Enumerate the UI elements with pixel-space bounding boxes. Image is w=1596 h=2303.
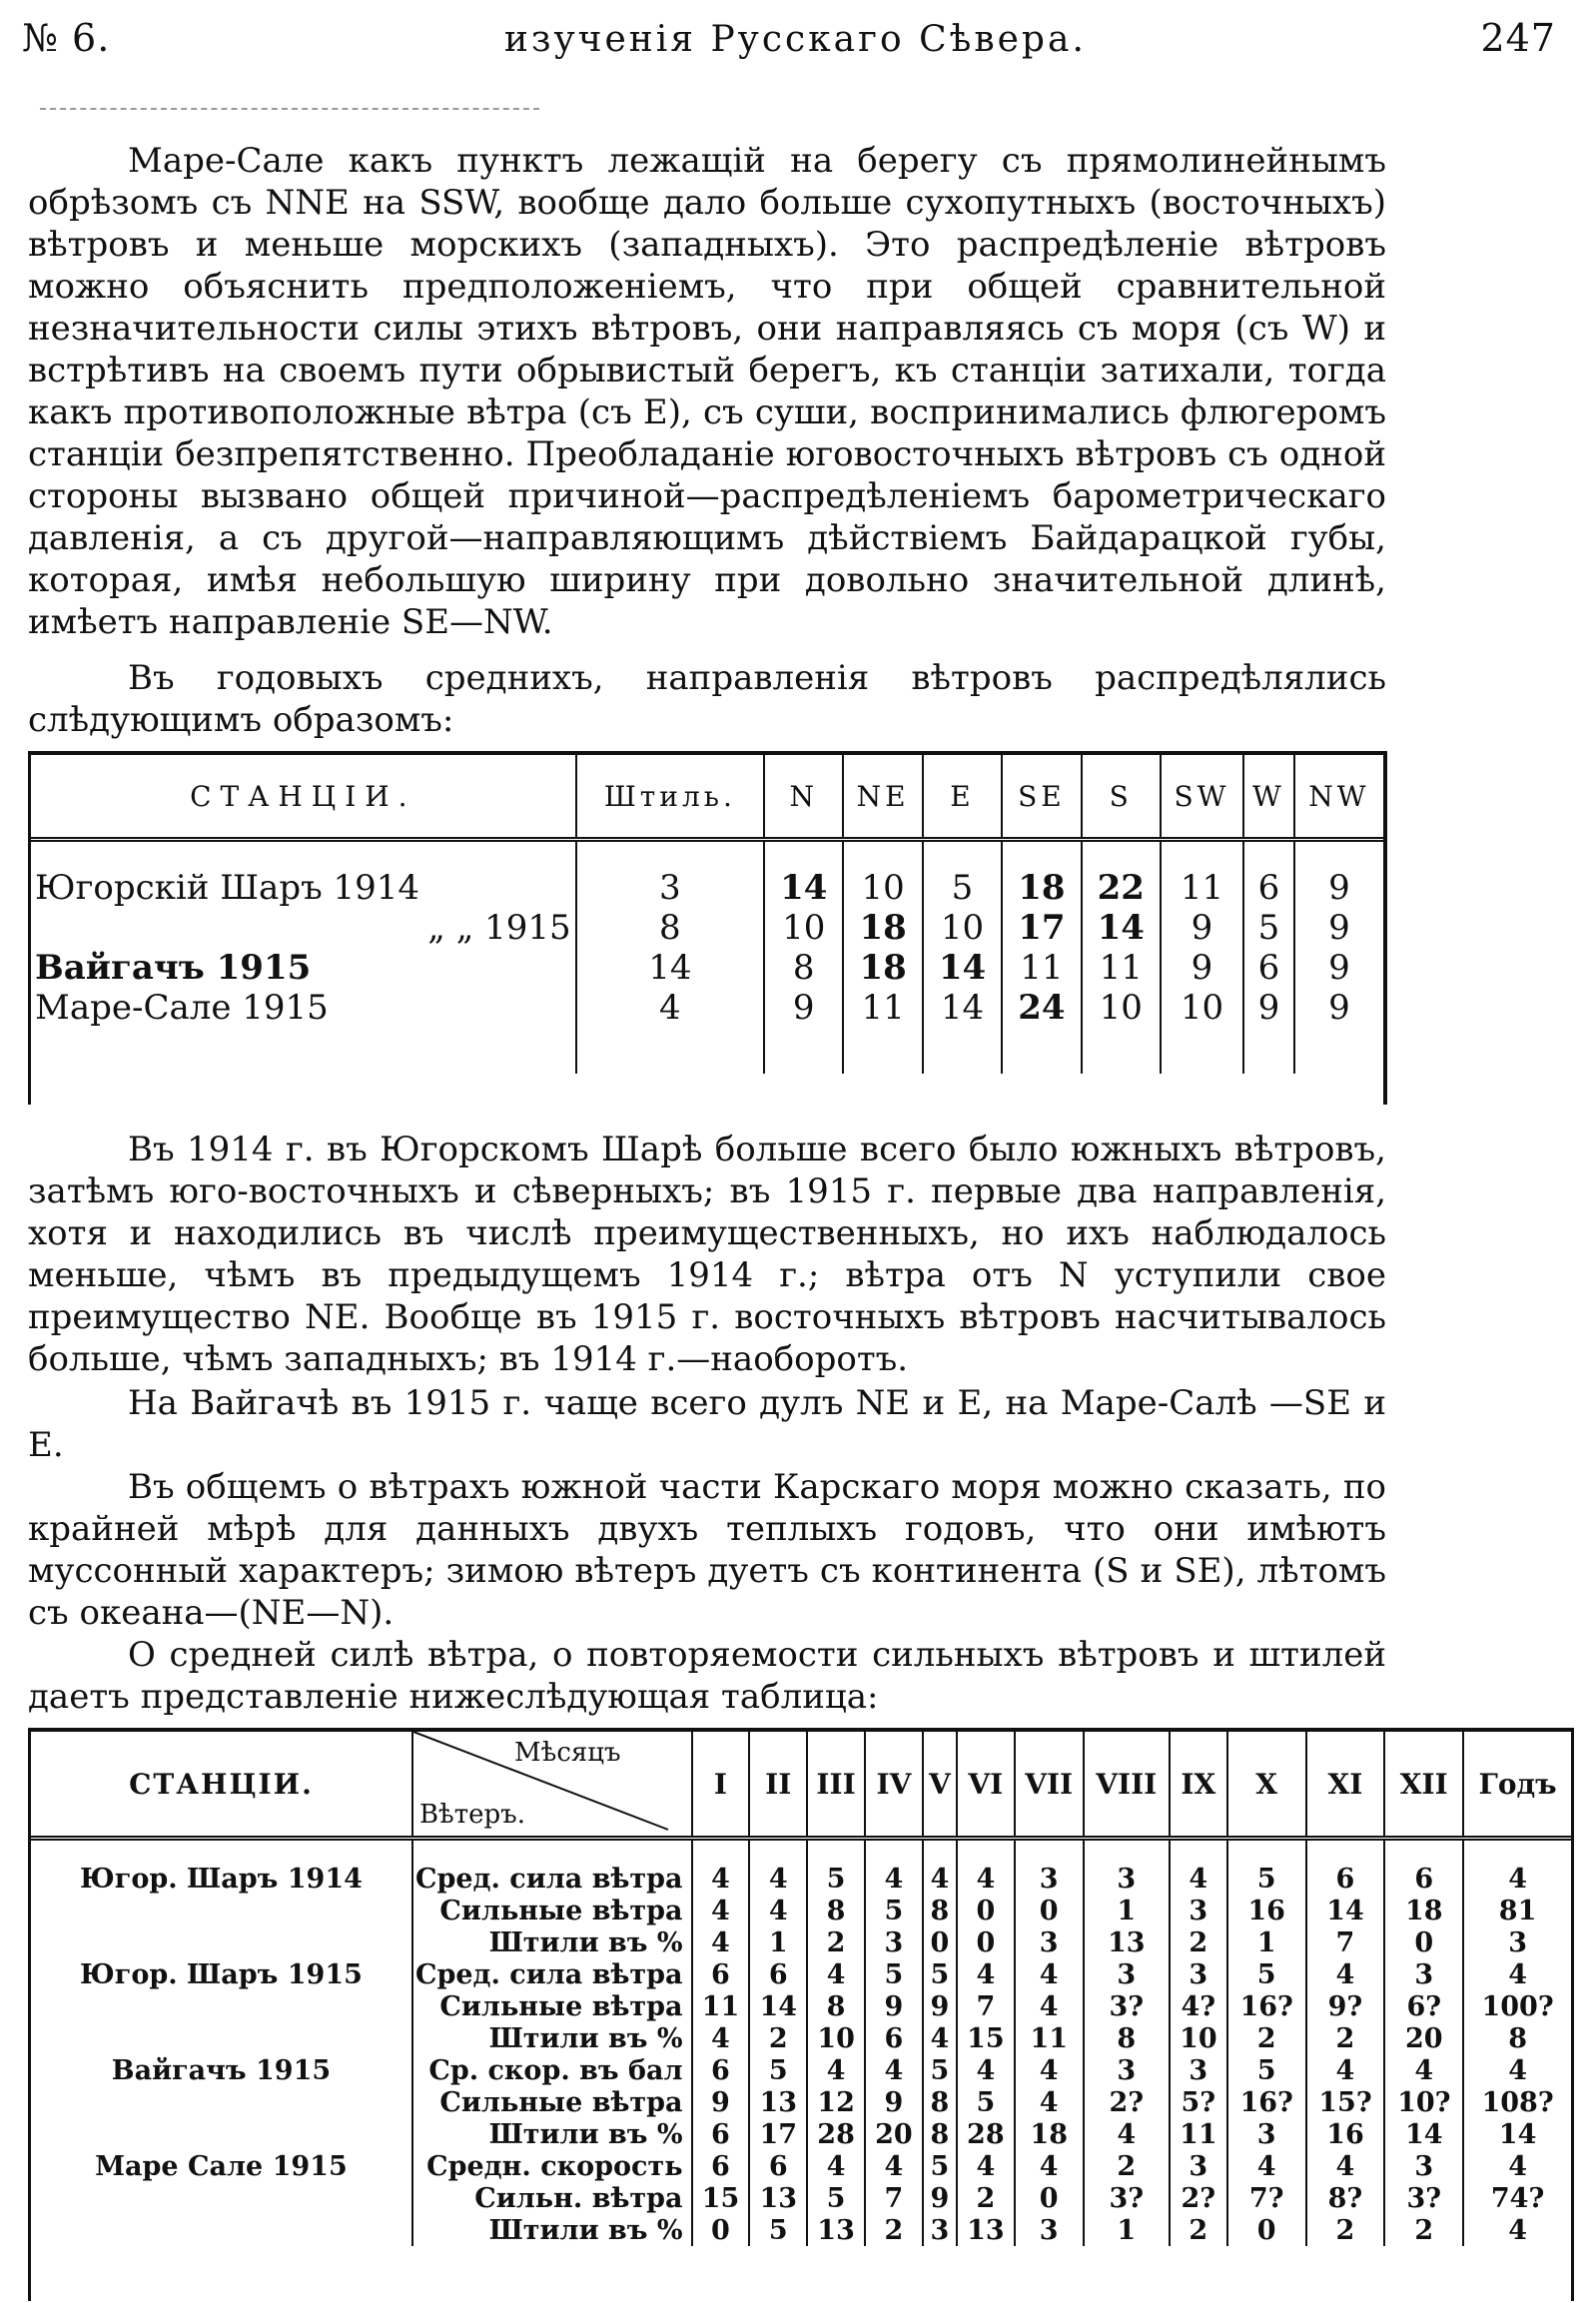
table1-header-calm: Штиль. bbox=[576, 755, 764, 840]
table-cell: 4 bbox=[692, 2022, 750, 2054]
table-cell: 8 bbox=[576, 908, 764, 948]
table-cell: 13 bbox=[749, 2182, 807, 2214]
table-cell: 3 bbox=[576, 840, 764, 909]
table-cell: 10 bbox=[1082, 988, 1161, 1028]
header-rule bbox=[40, 108, 539, 110]
table-row bbox=[31, 840, 1383, 909]
table-row bbox=[31, 1958, 1571, 1990]
table-cell: 4 bbox=[749, 1839, 807, 1896]
table-cell-station bbox=[31, 2086, 412, 2118]
table-cell: 14 bbox=[764, 840, 843, 909]
table-cell: 12 bbox=[807, 2086, 865, 2118]
table-cell: 8 bbox=[1463, 2022, 1571, 2054]
table-cell: 6 bbox=[692, 2150, 750, 2182]
table-cell: 0 bbox=[923, 1926, 957, 1958]
table-cell: 1 bbox=[1084, 2214, 1170, 2246]
table-cell: 3 bbox=[1084, 1958, 1170, 1990]
table-cell: 4 bbox=[1306, 1958, 1385, 1990]
table-cell: 2 bbox=[1084, 2150, 1170, 2182]
table-cell-station: Югорскій Шаръ 1914 bbox=[35, 868, 420, 908]
table2-header-month: VI bbox=[957, 1732, 1015, 1839]
table2-header-month: XI bbox=[1306, 1732, 1385, 1839]
paragraph-1: Маре-Сале какъ пунктъ лежащій на берегу съ прямолинейнымъ обрѣзомъ съ NNE на SSW, вообще дало больше сухопутныхъ (восточныхъ) вѣтровъ и меньше морскихъ (западныхъ). Это распредѣленіе вѣтровъ можно объяснить предположеніемъ, что при общей сравнительной незначительности силы этихъ вѣтровъ, они направляясь съ моря (съ W) и встрѣтивъ на своемъ пути обрывистый берегъ, къ станціи затихали, тогда какъ противоположные вѣтра (съ E), съ суши, воспринимались флюгеромъ станціи безпрепятственно. Преобладаніе юговосточныхъ вѣтровъ съ одной стороны вызвано общей причиной—распредѣленіемъ барометрическаго давленія, а съ другой—направляющимъ дѣйствіемъ Байдарацкой губы, которая, имѣя небольшую ширину при довольно значительной длинѣ, имѣетъ направленіе SE—NW. bbox=[28, 141, 1386, 642]
table-cell-station bbox=[31, 1990, 412, 2022]
paragraph-5: Въ общемъ о вѣтрахъ южной части Карскаго моря можно сказать, по крайней мѣрѣ для данныхъ двухъ теплыхъ годовъ, что они имѣютъ муссонный характеръ; зимою вѣтеръ дуетъ съ континента (S и SE), лѣтомъ съ океана—(NE—N). bbox=[28, 1467, 1386, 1633]
table-cell: 5 bbox=[923, 1958, 957, 1990]
table-cell: 8 bbox=[1084, 2022, 1170, 2054]
table-cell: 28 bbox=[957, 2118, 1015, 2150]
table-cell: 14 bbox=[923, 948, 1002, 988]
table-cell: 14 bbox=[749, 1990, 807, 2022]
table-cell: 1 bbox=[1084, 1895, 1170, 1926]
table2-header-month: IV bbox=[865, 1732, 923, 1839]
table-cell: 20 bbox=[865, 2118, 923, 2150]
table-cell: 2 bbox=[865, 2214, 923, 2246]
table-cell: 4 bbox=[865, 1839, 923, 1896]
table-cell-station: Югор. Шаръ 1915 bbox=[80, 1958, 363, 1990]
table-cell: 4 bbox=[692, 1895, 750, 1926]
table-cell: 3 bbox=[923, 2214, 957, 2246]
table-cell: 9 bbox=[1243, 988, 1294, 1028]
table-cell: 3 bbox=[865, 1926, 923, 1958]
table-cell: 4 bbox=[1463, 1958, 1571, 1990]
running-title: изученія Русскаго Сѣвера. bbox=[503, 19, 1087, 60]
table-cell: 7 bbox=[957, 1990, 1015, 2022]
table-cell: 6 bbox=[692, 2118, 750, 2150]
table2-header-month: I bbox=[692, 1732, 750, 1839]
table-cell: 6? bbox=[1384, 1990, 1463, 2022]
table-cell: 16? bbox=[1227, 1990, 1306, 2022]
table-cell: 3? bbox=[1084, 2182, 1170, 2214]
table-cell: 7? bbox=[1227, 2182, 1306, 2214]
table2-header-diagonal bbox=[412, 1732, 692, 1839]
table-cell: 5 bbox=[1243, 908, 1294, 948]
table-cell-measure: Сильные вѣтра bbox=[412, 2086, 692, 2118]
table-cell: 16 bbox=[1306, 2118, 1385, 2150]
table2-header-station: СТАНЦІИ. bbox=[31, 1732, 412, 1839]
table-cell: 3 bbox=[1170, 1895, 1227, 1926]
table-row bbox=[31, 948, 1383, 988]
table-cell: 1 bbox=[749, 1926, 807, 1958]
table-cell-measure: Сильн. вѣтра bbox=[412, 2182, 692, 2214]
table-cell: 3 bbox=[1170, 1958, 1227, 1990]
table-cell: 9 bbox=[1294, 840, 1383, 909]
table-cell: 5 bbox=[807, 2182, 865, 2214]
table-cell: 10? bbox=[1384, 2086, 1463, 2118]
table-cell: 5 bbox=[923, 2054, 957, 2086]
table-cell: 9 bbox=[1294, 988, 1383, 1028]
table-cell: 2 bbox=[1384, 2214, 1463, 2246]
table2-header-month: III bbox=[807, 1732, 865, 1839]
month-label: Мѣсяцъ bbox=[514, 1738, 621, 1768]
table2-header-month: VII bbox=[1015, 1732, 1084, 1839]
table-cell-station: Югор. Шаръ 1914 bbox=[80, 1863, 363, 1895]
table-cell: 22 bbox=[1082, 840, 1161, 909]
table-row bbox=[31, 2182, 1571, 2214]
table-cell: 4 bbox=[692, 1926, 750, 1958]
table-cell-measure: Сред. сила вѣтра bbox=[412, 1839, 692, 1896]
table-cell: 5? bbox=[1170, 2086, 1227, 2118]
table-cell-measure: Сильные вѣтра bbox=[412, 1895, 692, 1926]
table1-header-s: S bbox=[1082, 755, 1161, 840]
table-cell: 17 bbox=[1002, 908, 1081, 948]
table-cell: 4 bbox=[807, 2054, 865, 2086]
table-cell: 9 bbox=[865, 2086, 923, 2118]
table-cell: 4 bbox=[1384, 2054, 1463, 2086]
paragraph-6: О средней силѣ вѣтра, о повторяемости сильныхъ вѣтровъ и штилей даетъ представленіе нижеслѣдующая таблица: bbox=[28, 1635, 1386, 1717]
table-cell: 2 bbox=[1227, 2022, 1306, 2054]
table-cell: 3? bbox=[1084, 1990, 1170, 2022]
table-cell: 18 bbox=[1384, 1895, 1463, 1926]
table-cell: 8 bbox=[807, 1895, 865, 1926]
table-cell: 0 bbox=[957, 1895, 1015, 1926]
table-cell-station: Маре Сале 1915 bbox=[95, 2150, 348, 2182]
table-cell: 11 bbox=[1161, 840, 1243, 909]
table-cell: 6 bbox=[1306, 1839, 1385, 1896]
table-cell: 17 bbox=[749, 2118, 807, 2150]
table-cell: 3 bbox=[1084, 2054, 1170, 2086]
table-cell: 9 bbox=[1294, 948, 1383, 988]
table-cell: 2 bbox=[1306, 2214, 1385, 2246]
table-cell: 108? bbox=[1463, 2086, 1571, 2118]
table-cell: 2 bbox=[957, 2182, 1015, 2214]
table-cell: 3 bbox=[1384, 2150, 1463, 2182]
table-cell: 4 bbox=[957, 1958, 1015, 1990]
table-cell: 7 bbox=[865, 2182, 923, 2214]
table-cell: 15? bbox=[1306, 2086, 1385, 2118]
table-cell: 11 bbox=[692, 1990, 750, 2022]
table-cell: 4 bbox=[1463, 2054, 1571, 2086]
table-cell: 5 bbox=[865, 1958, 923, 1990]
table-cell-measure: Ср. скор. въ бал bbox=[412, 2054, 692, 2086]
table-cell: 28 bbox=[807, 2118, 865, 2150]
wind-label: Вѣтеръ. bbox=[418, 1800, 525, 1830]
wind-direction-table bbox=[28, 751, 1387, 1105]
table-cell: 8 bbox=[807, 1990, 865, 2022]
table-cell: 16? bbox=[1227, 2086, 1306, 2118]
table-cell: 11 bbox=[1170, 2118, 1227, 2150]
table-cell: 3 bbox=[1227, 2118, 1306, 2150]
table-cell: 10 bbox=[1161, 988, 1243, 1028]
table-cell-station bbox=[31, 2182, 412, 2214]
table-cell: 4 bbox=[807, 1958, 865, 1990]
table-cell: 4 bbox=[957, 1839, 1015, 1896]
table-row bbox=[31, 1839, 1571, 1896]
table-cell: 9 bbox=[1161, 908, 1243, 948]
table-cell-station bbox=[31, 2022, 412, 2054]
table-cell-station: Вайгачъ 1915 bbox=[35, 948, 312, 988]
table-cell: 1 bbox=[1227, 1926, 1306, 1958]
paragraph-3: Въ 1914 г. въ Югорскомъ Шарѣ больше всего было южныхъ вѣтровъ, затѣмъ юго-восточныхъ и сѣверныхъ; въ 1915 г. первые два направленія, хотя и находились въ числѣ преимущественныхъ, но ихъ наблюдалось меньше, чѣмъ въ предыдущемъ 1914 г.; вѣтра отъ N уступили свое преимущество NE. Вообще въ 1915 г. восточныхъ вѣтровъ насчитывалось больше, чѣмъ западныхъ; въ 1914 г.—наоборотъ. bbox=[28, 1130, 1386, 1379]
table-cell: 13 bbox=[749, 2086, 807, 2118]
table-cell: 10 bbox=[807, 2022, 865, 2054]
table-cell: 10 bbox=[1170, 2022, 1227, 2054]
table-cell: 2? bbox=[1084, 2086, 1170, 2118]
table-cell: 16 bbox=[1227, 1895, 1306, 1926]
table-cell: 8 bbox=[923, 2086, 957, 2118]
table-cell: 11 bbox=[843, 988, 922, 1028]
table-cell: 6 bbox=[1243, 840, 1294, 909]
table-cell: 4 bbox=[957, 2054, 1015, 2086]
table1-header-e: E bbox=[923, 755, 1002, 840]
table-cell: 2 bbox=[1170, 2214, 1227, 2246]
table-cell-station: Вайгачъ 1915 bbox=[111, 2054, 332, 2086]
table-cell: 4 bbox=[1084, 2118, 1170, 2150]
table-cell: 4 bbox=[1463, 2214, 1571, 2246]
table-cell: 4 bbox=[1170, 1839, 1227, 1896]
table-cell: 8? bbox=[1306, 2182, 1385, 2214]
table-cell: 4 bbox=[1015, 1958, 1084, 1990]
table-cell: 4 bbox=[1015, 2086, 1084, 2118]
table-cell: 9 bbox=[764, 988, 843, 1028]
table1-header-nw: NW bbox=[1294, 755, 1383, 840]
table1-header-se: SE bbox=[1002, 755, 1081, 840]
table-cell-station bbox=[31, 2214, 412, 2246]
table-cell-station bbox=[31, 1895, 412, 1926]
table-cell: 5 bbox=[957, 2086, 1015, 2118]
table-row bbox=[31, 2054, 1571, 2086]
table-cell: 5 bbox=[923, 840, 1002, 909]
table-cell: 14 bbox=[1306, 1895, 1385, 1926]
table-cell: 8 bbox=[764, 948, 843, 988]
table-cell: 24 bbox=[1002, 988, 1081, 1028]
table-cell: 4 bbox=[1463, 2150, 1571, 2182]
table-row bbox=[31, 2118, 1571, 2150]
table-cell: 5 bbox=[1227, 2054, 1306, 2086]
table2-header-row bbox=[31, 1732, 1571, 1839]
table2-header-month: XII bbox=[1384, 1732, 1463, 1839]
table-cell: 6 bbox=[749, 1958, 807, 1990]
table-cell: 5 bbox=[1227, 1839, 1306, 1896]
table-row bbox=[31, 1990, 1571, 2022]
table-cell: 9 bbox=[923, 1990, 957, 2022]
table-cell: 0 bbox=[1015, 2182, 1084, 2214]
page-number: 247 bbox=[1480, 16, 1556, 60]
table-cell: 14 bbox=[1384, 2118, 1463, 2150]
table-cell: 4 bbox=[865, 2150, 923, 2182]
table-cell: 3 bbox=[1015, 1926, 1084, 1958]
table-cell: 5 bbox=[807, 1839, 865, 1896]
table-cell: 14 bbox=[923, 988, 1002, 1028]
table1-header-w: W bbox=[1243, 755, 1294, 840]
table-cell: 9 bbox=[923, 2182, 957, 2214]
table-cell: 14 bbox=[1463, 2118, 1571, 2150]
table-cell: 5 bbox=[749, 2054, 807, 2086]
table-cell: 15 bbox=[692, 2182, 750, 2214]
table-cell-measure: Штили въ % bbox=[412, 2022, 692, 2054]
table-cell: 3 bbox=[1015, 2214, 1084, 2246]
table-cell-station bbox=[31, 1926, 412, 1958]
table-row bbox=[31, 2150, 1571, 2182]
table-cell: 4 bbox=[1306, 2150, 1385, 2182]
table-row bbox=[31, 2214, 1571, 2246]
table-cell: 6 bbox=[865, 2022, 923, 2054]
table-row bbox=[31, 988, 1383, 1028]
table-cell: 9 bbox=[1161, 948, 1243, 988]
table-cell: 18 bbox=[843, 908, 922, 948]
table-cell: 3? bbox=[1384, 2182, 1463, 2214]
table-cell: 4 bbox=[692, 1839, 750, 1896]
table-cell: 74? bbox=[1463, 2182, 1571, 2214]
table-cell: 6 bbox=[749, 2150, 807, 2182]
table-cell: 10 bbox=[923, 908, 1002, 948]
table-cell: 15 bbox=[957, 2022, 1015, 2054]
table-cell: 11 bbox=[1082, 948, 1161, 988]
table-cell: 5 bbox=[923, 2150, 957, 2182]
table-cell: 4 bbox=[807, 2150, 865, 2182]
table-cell: 4 bbox=[923, 2022, 957, 2054]
table-cell: 4 bbox=[865, 2054, 923, 2086]
table-cell: 3 bbox=[1384, 1958, 1463, 1990]
table-cell: 8 bbox=[923, 2118, 957, 2150]
table-cell: 18 bbox=[1002, 840, 1081, 909]
issue-number: № 6. bbox=[22, 16, 111, 60]
table-cell: 2 bbox=[1306, 2022, 1385, 2054]
table-cell-measure: Сред. сила вѣтра bbox=[412, 1958, 692, 1990]
table-cell: 100? bbox=[1463, 1990, 1571, 2022]
table-cell: 14 bbox=[576, 948, 764, 988]
table-cell-measure: Штили въ % bbox=[412, 2214, 692, 2246]
table-cell: 4 bbox=[957, 2150, 1015, 2182]
table-cell: 4 bbox=[1463, 1839, 1571, 1896]
table-cell: 5 bbox=[865, 1895, 923, 1926]
table2-header-month: IX bbox=[1170, 1732, 1227, 1839]
table-cell: 9? bbox=[1306, 1990, 1385, 2022]
table-cell: 2 bbox=[1170, 1926, 1227, 1958]
paragraph-2: Въ годовыхъ среднихъ, направленія вѣтровъ распредѣлялись слѣдующимъ образомъ: bbox=[28, 658, 1386, 740]
table-row-spacer bbox=[31, 1028, 1383, 1074]
table-cell-measure: Штили въ % bbox=[412, 1926, 692, 1958]
table-cell: 18 bbox=[843, 948, 922, 988]
running-head bbox=[22, 16, 1556, 66]
table-cell: 8 bbox=[923, 1895, 957, 1926]
table-cell: 0 bbox=[1227, 2214, 1306, 2246]
table-row bbox=[31, 1926, 1571, 1958]
table-row bbox=[31, 2022, 1571, 2054]
table-cell: 0 bbox=[957, 1926, 1015, 1958]
table-cell: 4 bbox=[1227, 2150, 1306, 2182]
table-row bbox=[31, 2086, 1571, 2118]
table1-header-station: СТАНЦІИ. bbox=[31, 755, 576, 840]
table-cell-measure: Сильные вѣтра bbox=[412, 1990, 692, 2022]
table-cell: 20 bbox=[1384, 2022, 1463, 2054]
table-cell: 2? bbox=[1170, 2182, 1227, 2214]
table-cell: 4 bbox=[1306, 2054, 1385, 2086]
table-cell: 7 bbox=[1306, 1926, 1385, 1958]
table-cell: 6 bbox=[692, 1958, 750, 1990]
table-cell: 6 bbox=[1243, 948, 1294, 988]
table-cell: 14 bbox=[1082, 908, 1161, 948]
table-cell: 9 bbox=[692, 2086, 750, 2118]
table-cell: 18 bbox=[1015, 2118, 1084, 2150]
table-cell: 13 bbox=[957, 2214, 1015, 2246]
table-cell: 4 bbox=[1015, 2150, 1084, 2182]
table2-header-month: II bbox=[749, 1732, 807, 1839]
table-cell: 6 bbox=[1384, 1839, 1463, 1896]
table-row bbox=[31, 1895, 1571, 1926]
table-cell: 9 bbox=[1294, 908, 1383, 948]
table-cell: 0 bbox=[1384, 1926, 1463, 1958]
table-cell: 11 bbox=[1015, 2022, 1084, 2054]
table-cell: 4? bbox=[1170, 1990, 1227, 2022]
table-cell: 4 bbox=[1015, 1990, 1084, 2022]
table-cell: 3 bbox=[1170, 2054, 1227, 2086]
table-cell-station bbox=[31, 2118, 412, 2150]
table-cell: 10 bbox=[764, 908, 843, 948]
table1-header-n: N bbox=[764, 755, 843, 840]
table-cell: 13 bbox=[1084, 1926, 1170, 1958]
table-cell: 3 bbox=[1015, 1839, 1084, 1896]
table-cell: 81 bbox=[1463, 1895, 1571, 1926]
table2-header-month: VIII bbox=[1084, 1732, 1170, 1839]
table1-header-row bbox=[31, 755, 1383, 840]
table-row bbox=[31, 908, 1383, 948]
table-cell: 3 bbox=[1084, 1839, 1170, 1896]
table-cell-measure: Средн. скорость bbox=[412, 2150, 692, 2182]
table-cell: 3 bbox=[1170, 2150, 1227, 2182]
table-cell: 9 bbox=[865, 1990, 923, 2022]
table-cell: 4 bbox=[576, 988, 764, 1028]
table-cell-measure: Штили въ % bbox=[412, 2118, 692, 2150]
table-cell: 11 bbox=[1002, 948, 1081, 988]
table2-header-month: X bbox=[1227, 1732, 1306, 1839]
table-cell: 4 bbox=[1015, 2054, 1084, 2086]
table-cell: 10 bbox=[843, 840, 922, 909]
table-cell: 6 bbox=[692, 2054, 750, 2086]
table1-header-sw: SW bbox=[1161, 755, 1243, 840]
table-cell: 5 bbox=[749, 2214, 807, 2246]
table2-header-month: V bbox=[923, 1732, 957, 1839]
table-cell: 4 bbox=[749, 1895, 807, 1926]
table-cell: 2 bbox=[807, 1926, 865, 1958]
table-cell: 3 bbox=[1463, 1926, 1571, 1958]
table-cell: 0 bbox=[1015, 1895, 1084, 1926]
wind-strength-table bbox=[28, 1728, 1574, 2301]
table-cell: 13 bbox=[807, 2214, 865, 2246]
table-cell-station: Маре-Сале 1915 bbox=[35, 988, 329, 1028]
table-cell: 5 bbox=[1227, 1958, 1306, 1990]
table2-header-month: Годъ bbox=[1463, 1732, 1571, 1839]
table-cell: 4 bbox=[923, 1839, 957, 1896]
table-cell: 0 bbox=[692, 2214, 750, 2246]
table1-header-ne: NE bbox=[843, 755, 922, 840]
paragraph-4: На Вайгачѣ въ 1915 г. чаще всего дулъ NE и E, на Маре-Салѣ —SE и E. bbox=[28, 1383, 1386, 1465]
table-cell: 2 bbox=[749, 2022, 807, 2054]
table-cell-station: „ „ 1915 bbox=[427, 908, 571, 948]
